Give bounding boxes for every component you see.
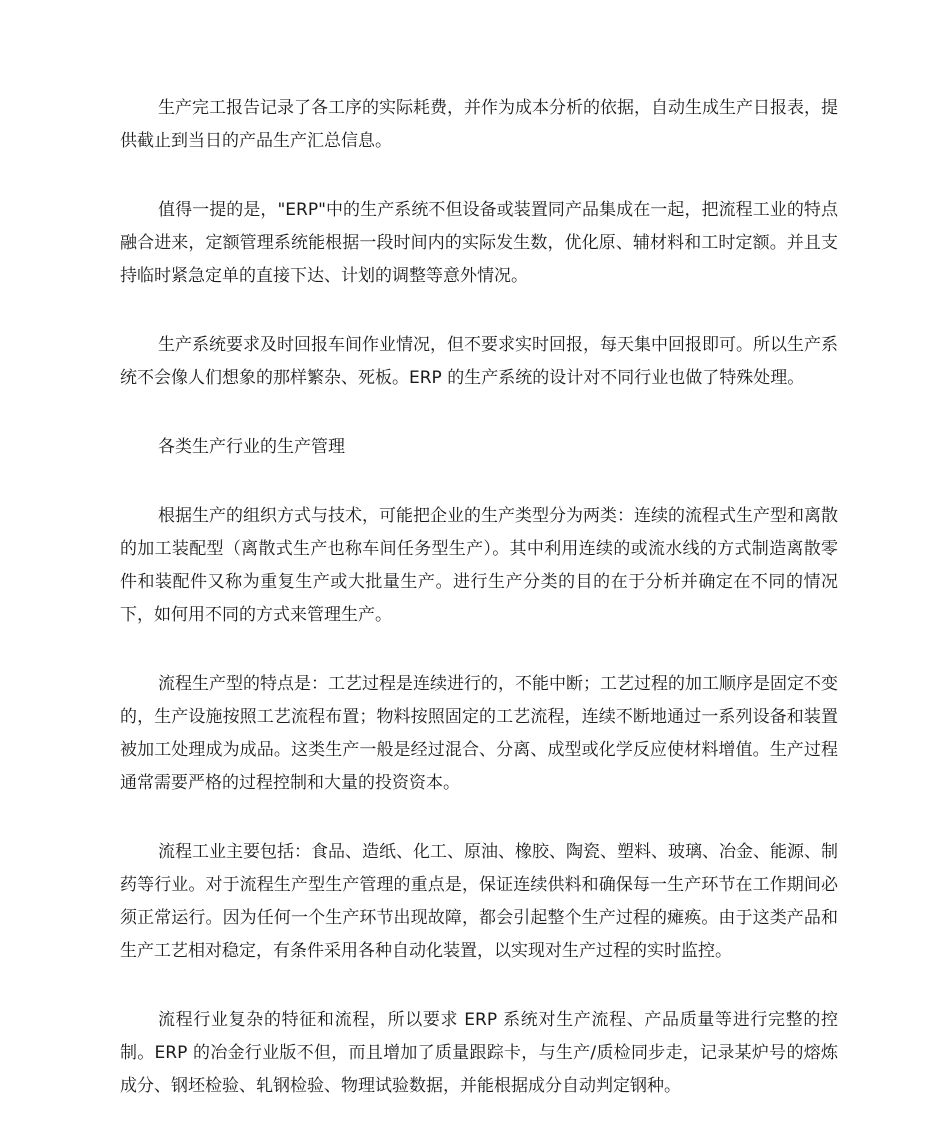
paragraph-process-production-features: 流程生产型的特点是：工艺过程是连续进行的，不能中断；工艺过程的加工顺序是固定不变的，生产设施按照工艺流程布置；物料按照固定的工艺流程，连续不断地通过一系列设备和装置被加工处理成为成品。这类生产一般是经过混合、分离、成型或化学反应使材料增值。生产过程通常需要严格的过程控制和大量的投资资本。 (120, 674, 838, 793)
paragraph-erp-metallurgy: 流程行业复杂的特征和流程，所以要求 ERP 系统对生产流程、产品质量等进行完整的控制。ERP 的冶金行业版不但，而且增加了质量跟踪卡，与生产/质检同步走，记录某炉号的熔炼成分、钢坯检验、轧钢检验、物理试验数据，并能根据成分自动判定钢种。 (120, 1010, 838, 1096)
paragraph-production-types: 根据生产的组织方式与技术，可能把企业的生产类型分为两类：连续的流程式生产型和离散的加工装配型（离散式生产也称车间任务型生产）。其中利用连续的或流水线的方式制造离散零件和装配件又称为重复生产或大批量生产。进行生产分类的目的在于分析并确定在不同的情况下，如何用不同的方式来管理生产。 (120, 506, 838, 625)
section-heading-industry-management: 各类生产行业的生产管理 (158, 437, 345, 457)
document-page (120, 92, 838, 1139)
paragraph-process-industries: 流程工业主要包括：食品、造纸、化工、原油、橡胶、陶瓷、塑料、玻璃、冶金、能源、制药等行业。对于流程生产型生产管理的重点是，保证连续供料和确保每一生产环节在工作期间必须正常运行。因为任何一个生产环节出现故障，都会引起整个生产过程的瘫痪。由于这类产品和生产工艺相对稳定，有条件采用各种自动化装置，以实现对生产过程的实时监控。 (120, 842, 838, 961)
paragraph-production-report: 生产完工报告记录了各工序的实际耗费，并作为成本分析的依据，自动生成生产日报表，提供截止到当日的产品生产汇总信息。 (120, 98, 838, 151)
paragraph-reporting-requirements: 生产系统要求及时回报车间作业情况，但不要求实时回报，每天集中回报即可。所以生产系统不会像人们想象的那样繁杂、死板。ERP 的生产系统的设计对不同行业也做了特殊处理。 (120, 335, 838, 388)
paragraph-erp-production-system: 值得一提的是，"ERP"中的生产系统不但设备或装置同产品集成在一起，把流程工业的特点融合进来，定额管理系统能根据一段时间内的实际发生数，优化原、辅材料和工时定额。并且支持临时紧急定单的直接下达、计划的调整等意外情况。 (120, 200, 838, 286)
